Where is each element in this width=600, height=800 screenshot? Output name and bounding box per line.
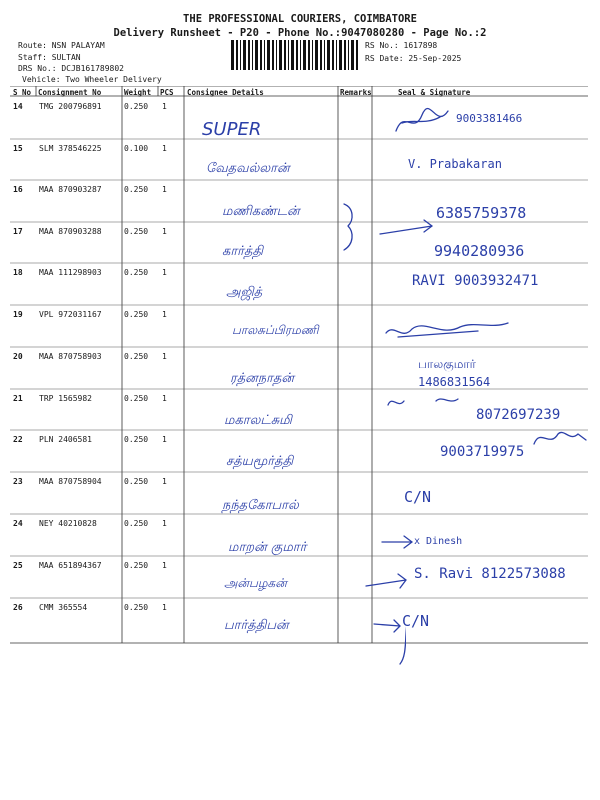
row-consignment: MAA 870903287 bbox=[39, 185, 102, 194]
row-consignment: MAA 870758904 bbox=[39, 477, 102, 486]
row-consignment: TMG 200796891 bbox=[39, 102, 102, 111]
consignee-handwritten: பாலசுப்பிரமணி bbox=[232, 323, 319, 337]
rs-number: RS No.: 1617898 bbox=[365, 41, 438, 50]
row-sno: 22 bbox=[13, 435, 23, 444]
row-consignment: MAA 870903288 bbox=[39, 227, 102, 236]
signature-scribble bbox=[530, 426, 590, 452]
signature-scribble bbox=[384, 391, 464, 413]
consignee-handwritten: மணிகண்டன் bbox=[222, 204, 300, 219]
col-header-consignee: Consignee Details bbox=[187, 88, 264, 97]
consignee-handwritten: ரத்னநாதன் bbox=[230, 371, 294, 386]
consignee-handwritten: மகாலட்சுமி bbox=[224, 413, 292, 428]
row-weight: 0.250 bbox=[124, 185, 149, 194]
col-header-sno: S No bbox=[13, 88, 32, 97]
row-consignment: MAA 111298903 bbox=[39, 268, 102, 277]
signature-handwritten: 8072697239 bbox=[476, 407, 561, 423]
row-pcs: 1 bbox=[162, 394, 167, 403]
signature-handwritten: 9003381466 bbox=[456, 112, 523, 125]
signature-handwritten: 9940280936 bbox=[434, 242, 525, 260]
signature-handwritten: C/N bbox=[404, 488, 432, 506]
consignee-handwritten: அன்பழகன் bbox=[224, 576, 287, 590]
row-consignment: NEY 40210828 bbox=[39, 519, 97, 528]
row-pcs: 1 bbox=[162, 519, 167, 528]
signature-handwritten: 9003719975 bbox=[440, 444, 525, 460]
row-weight: 0.250 bbox=[124, 102, 149, 111]
row-pcs: 1 bbox=[162, 102, 167, 111]
row-pcs: 1 bbox=[162, 268, 167, 277]
row-pcs: 1 bbox=[162, 477, 167, 486]
row-consignment: VPL 972031167 bbox=[39, 310, 102, 319]
drs-number: DRS No.: DCJB161789802 bbox=[18, 64, 124, 73]
col-header-consignment: Consignment No bbox=[38, 88, 102, 97]
signature-handwritten: 6385759378 bbox=[436, 204, 527, 222]
row-sno: 20 bbox=[13, 352, 23, 361]
col-header-pcs: PCS bbox=[160, 88, 174, 97]
row-pcs: 1 bbox=[162, 310, 167, 319]
consignee-handwritten: SUPER bbox=[202, 119, 262, 140]
staff-text: Staff: SULTAN bbox=[18, 53, 81, 62]
signature-handwritten: x Dinesh bbox=[414, 536, 463, 547]
row-pcs: 1 bbox=[162, 227, 167, 236]
row-consignment: MAA 870758903 bbox=[39, 352, 102, 361]
route-text: Route: NSN PALAYAM bbox=[18, 41, 105, 50]
arrow-scribble bbox=[378, 534, 418, 550]
row-weight: 0.250 bbox=[124, 561, 149, 570]
row-weight: 0.250 bbox=[124, 310, 149, 319]
row-sno: 17 bbox=[13, 227, 23, 236]
row-consignment: SLM 378546225 bbox=[39, 144, 102, 153]
row-consignment: CMM 365554 bbox=[39, 603, 88, 612]
consignee-handwritten: சத்யமூர்த்தி bbox=[226, 454, 294, 469]
signature-handwritten: C/N bbox=[402, 612, 430, 630]
row-sno: 14 bbox=[13, 102, 23, 111]
row-weight: 0.250 bbox=[124, 477, 149, 486]
signature-handwritten: பாலகுமார் 1486831564 bbox=[418, 357, 491, 389]
rs-date: RS Date: 25-Sep-2025 bbox=[365, 54, 462, 63]
row-sno: 23 bbox=[13, 477, 23, 486]
row-weight: 0.250 bbox=[124, 227, 149, 236]
row-consignment: PLN 2406581 bbox=[39, 435, 92, 444]
company-title: THE PROFESSIONAL COURIERS, COIMBATORE bbox=[183, 13, 417, 25]
row-sno: 24 bbox=[13, 519, 23, 528]
consignee-handwritten: அஜித் bbox=[226, 285, 263, 300]
row-consignment: MAA 651894367 bbox=[39, 561, 102, 570]
barcode-image bbox=[231, 40, 359, 70]
consignee-handwritten: மாறன் குமார் bbox=[228, 540, 307, 555]
signature-handwritten: S. Ravi 8122573088 bbox=[414, 566, 566, 582]
row-weight: 0.250 bbox=[124, 268, 149, 277]
arrow-scribble bbox=[362, 572, 412, 590]
col-header-remarks: Remarks bbox=[340, 88, 372, 97]
row-weight: 0.250 bbox=[124, 352, 149, 361]
signature-handwritten: V. Prabakaran bbox=[408, 157, 502, 171]
arrow-scribble bbox=[370, 614, 406, 666]
row-pcs: 1 bbox=[162, 561, 167, 570]
row-pcs: 1 bbox=[162, 352, 167, 361]
signature-scribble bbox=[392, 105, 452, 139]
row-sno: 15 bbox=[13, 144, 23, 153]
consignee-handwritten: கார்த்தி bbox=[222, 244, 264, 259]
runsheet-subtitle: Delivery Runsheet - P20 - Phone No.:9047080280 - Page No.:2 bbox=[113, 27, 487, 39]
row-pcs: 1 bbox=[162, 435, 167, 444]
row-weight: 0.250 bbox=[124, 603, 149, 612]
row-pcs: 1 bbox=[162, 603, 167, 612]
row-consignment: TRP 1565982 bbox=[39, 394, 92, 403]
row-weight: 0.100 bbox=[124, 144, 149, 153]
row-sno: 19 bbox=[13, 310, 23, 319]
signature-handwritten: RAVI 9003932471 bbox=[412, 273, 539, 289]
row-sno: 26 bbox=[13, 603, 23, 612]
vehicle-text: Vehicle: Two Wheeler Delivery bbox=[22, 75, 162, 84]
consignee-handwritten: நந்தகோபால் bbox=[222, 498, 299, 513]
row-pcs: 1 bbox=[162, 144, 167, 153]
row-weight: 0.250 bbox=[124, 435, 149, 444]
row-sno: 25 bbox=[13, 561, 23, 570]
row-weight: 0.250 bbox=[124, 519, 149, 528]
bracket-arrow-scribble bbox=[340, 202, 440, 254]
row-sno: 16 bbox=[13, 185, 23, 194]
consignee-handwritten: வேதவல்லான் bbox=[206, 161, 290, 176]
row-pcs: 1 bbox=[162, 185, 167, 194]
consignee-handwritten: பார்த்திபன் bbox=[224, 618, 289, 633]
col-header-seal-signature: Seal & Signature bbox=[398, 88, 471, 97]
row-sno: 18 bbox=[13, 268, 23, 277]
col-header-weight: Weight bbox=[124, 88, 152, 97]
row-sno: 21 bbox=[13, 394, 23, 403]
signature-scribble bbox=[382, 315, 512, 345]
row-weight: 0.250 bbox=[124, 394, 149, 403]
